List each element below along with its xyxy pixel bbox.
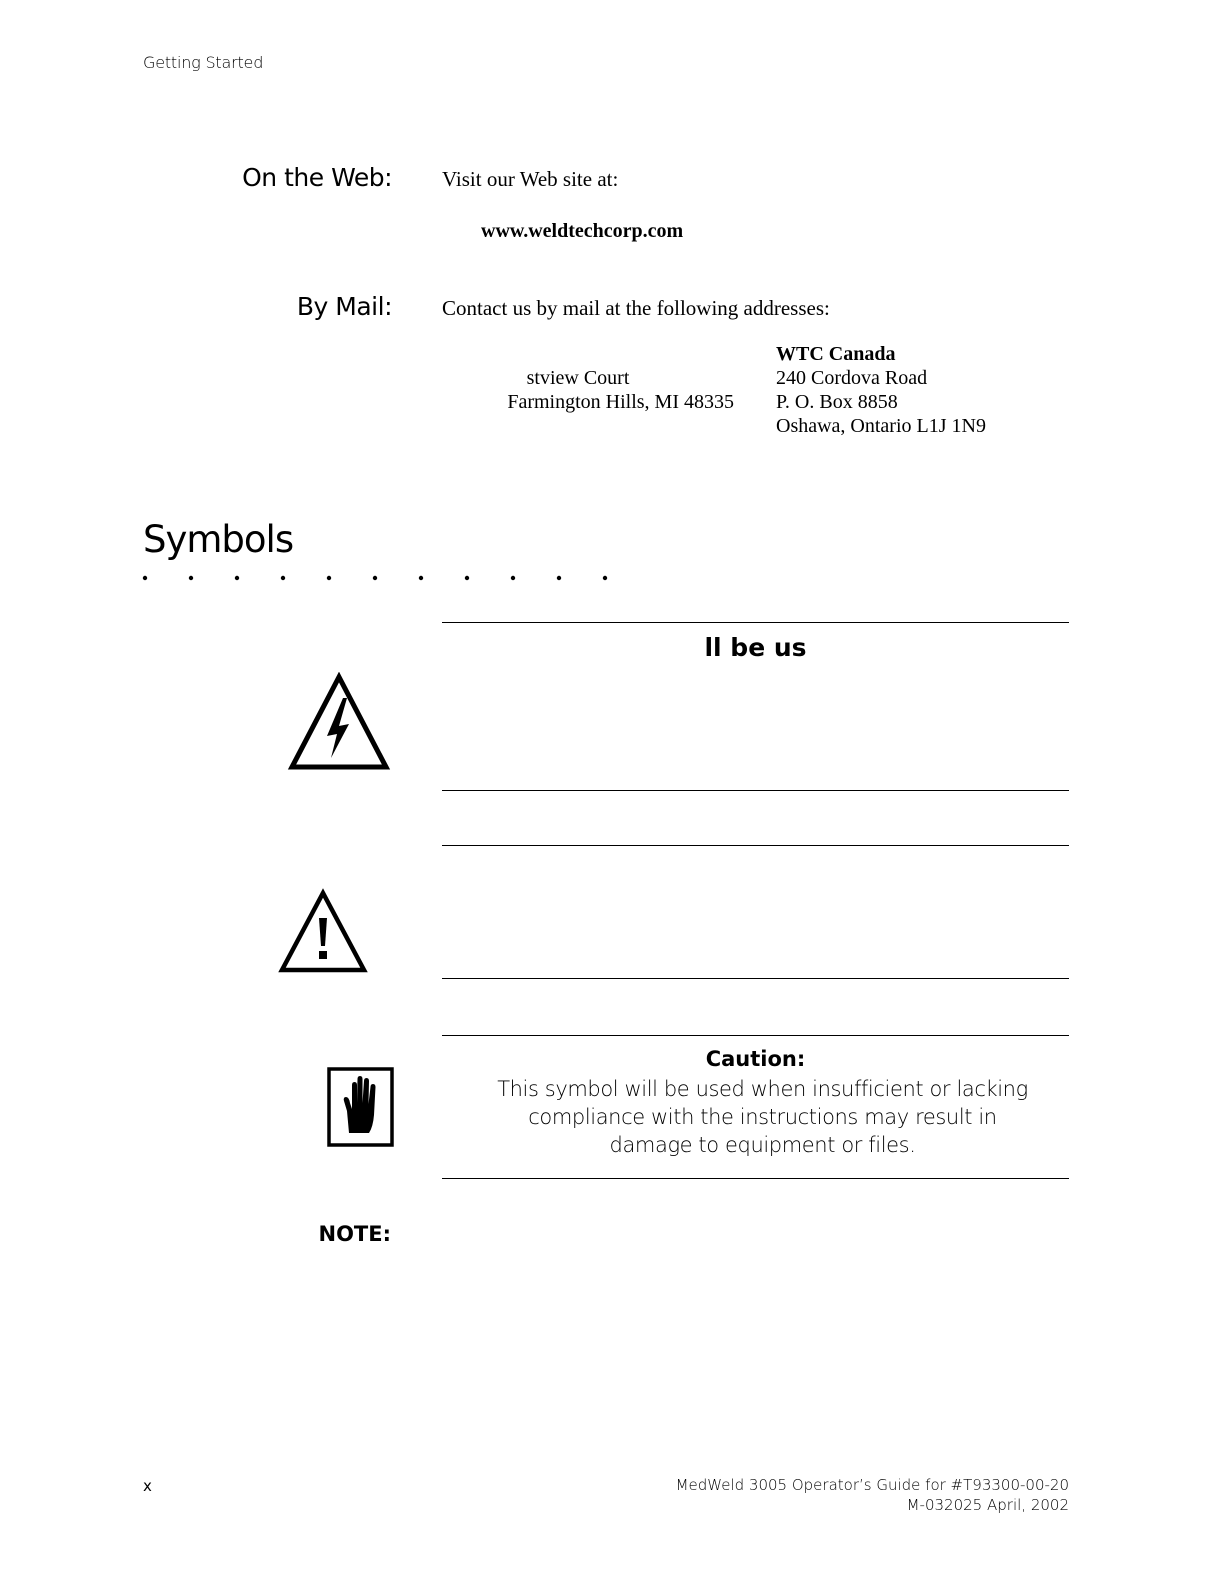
us-address-line-1: stview Court bbox=[526, 367, 630, 389]
caution-rule-bottom bbox=[442, 1178, 1069, 1179]
warning-rule-bottom bbox=[442, 978, 1069, 979]
web-label: On the Web: bbox=[242, 163, 392, 192]
canada-address-name: WTC Canada bbox=[776, 343, 896, 365]
running-header: Getting Started bbox=[143, 53, 264, 72]
caution-title: Caution: bbox=[705, 1047, 806, 1071]
web-url[interactable]: www.weldtechcorp.com bbox=[481, 220, 684, 242]
caution-text-line-3: damage to equipment or files. bbox=[609, 1133, 916, 1157]
canada-address-line-3: Oshawa, Ontario L1J 1N9 bbox=[776, 415, 986, 437]
caution-text-line-2: compliance with the instructions may result in bbox=[528, 1105, 997, 1129]
danger-rule-bottom bbox=[442, 790, 1069, 791]
us-address-line-2: Farmington Hills, MI 48335 bbox=[507, 391, 734, 413]
dotted-separator bbox=[140, 568, 620, 584]
danger-rule-top bbox=[442, 622, 1069, 623]
footer-doc-ref: M-032025 April, 2002 bbox=[906, 1496, 1069, 1514]
note-label: NOTE: bbox=[318, 1222, 391, 1246]
mail-label: By Mail: bbox=[296, 292, 392, 321]
footer-doc-info bbox=[676, 1475, 1069, 1515]
stop-hand-icon bbox=[327, 1067, 394, 1147]
page-number: x bbox=[143, 1477, 152, 1495]
web-intro: Visit our Web site at: bbox=[442, 167, 619, 191]
caution-text bbox=[470, 1075, 1055, 1159]
high-voltage-icon bbox=[287, 672, 391, 772]
canada-address-line-2: P. O. Box 8858 bbox=[776, 391, 898, 413]
section-title-symbols: Symbols bbox=[143, 518, 294, 561]
mail-intro: Contact us by mail at the following addresses: bbox=[442, 296, 830, 320]
caution-rule-top bbox=[442, 1035, 1069, 1036]
canada-address bbox=[776, 342, 986, 438]
footer-doc-title: MedWeld 3005 Operator’s Guide for #T93300-00-20 bbox=[675, 1476, 1069, 1494]
warning-rule-top bbox=[442, 845, 1069, 846]
caution-text-line-1: This symbol will be used when insufficient or lacking bbox=[497, 1077, 1028, 1101]
danger-title: ll be us bbox=[704, 633, 807, 662]
canada-address-line-1: 240 Cordova Road bbox=[776, 367, 928, 389]
us-address bbox=[482, 366, 734, 414]
exclamation-triangle-icon bbox=[278, 888, 368, 974]
